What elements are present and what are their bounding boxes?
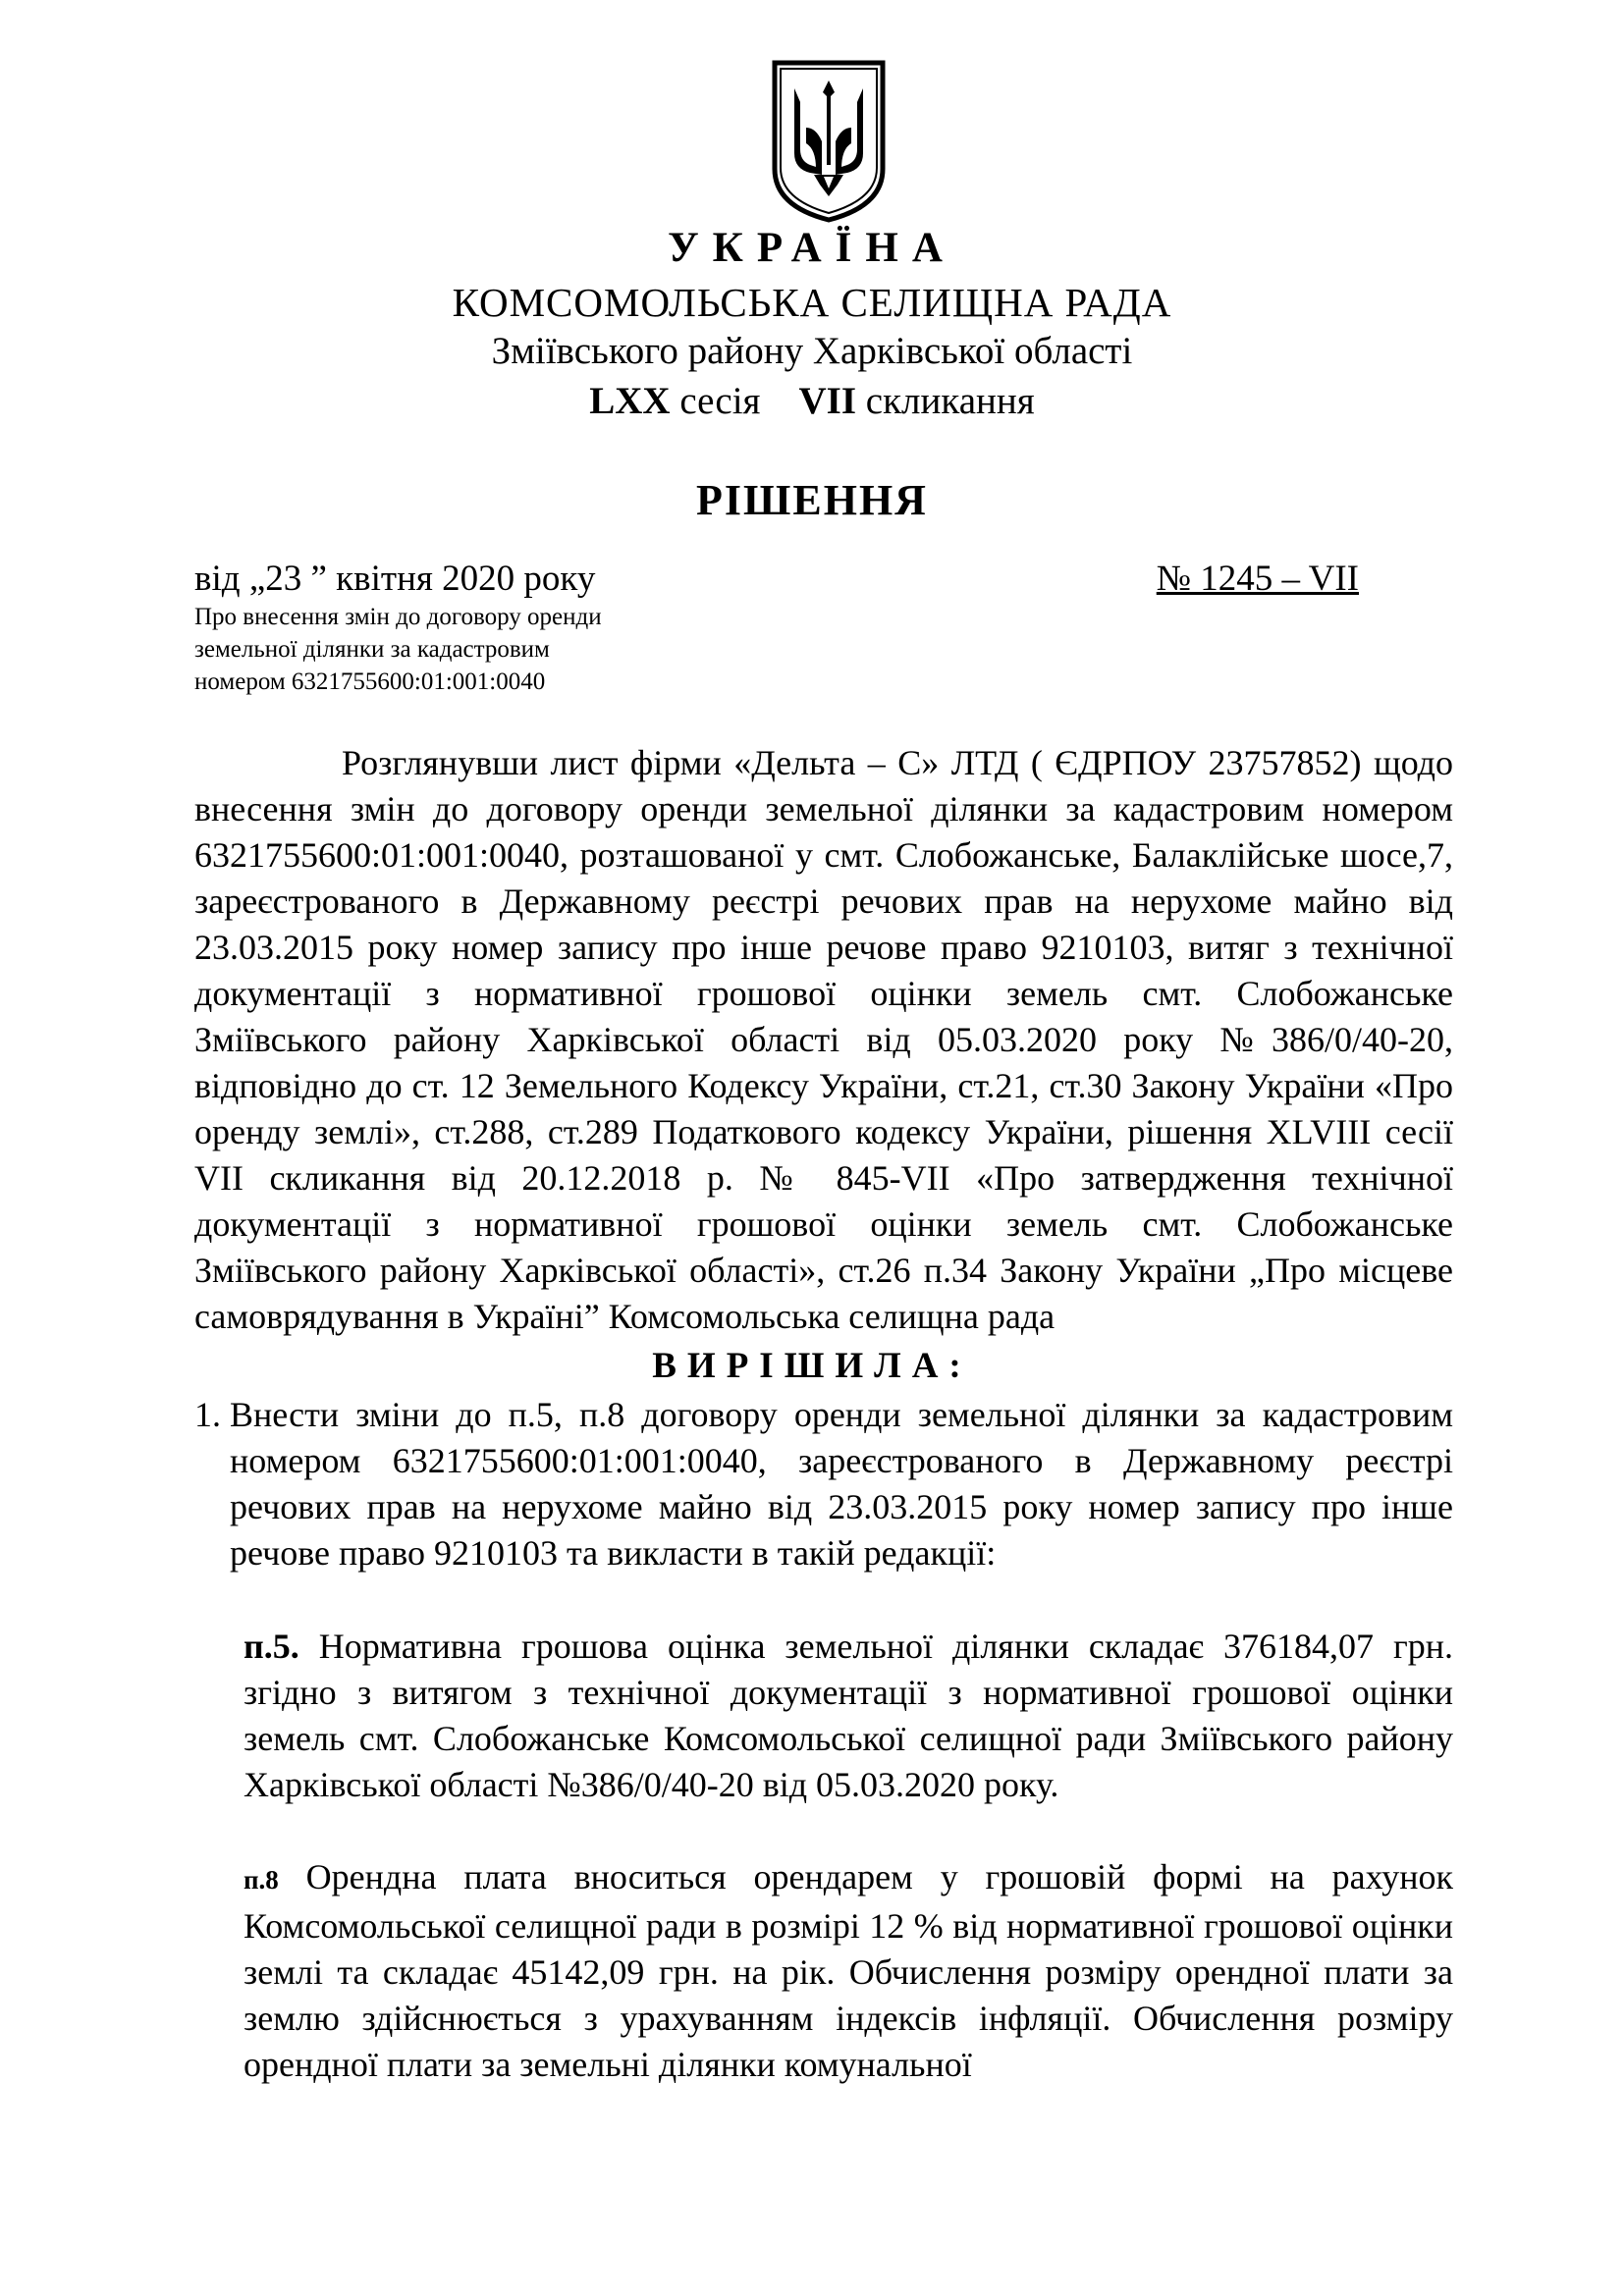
clause-p8-text: Орендна плата вноситься орендарем у грошовій формі на рахунок Комсомольської селищної ради в розмірі 12 % від нормативної грошової оцінки землі та складає 45142,09 грн. на рік. Обчислення розміру орендної плати за землю здійснюється з урахуванням індексів інфляції. Обчислення розміру орендної плати за земельні ділянки комунальної: [244, 1857, 1454, 2084]
council-title: КОМСОМОЛЬСЬКА СЕЛИЩНА РАДА: [452, 280, 1172, 325]
clause-p5-label: п.5.: [244, 1627, 299, 1666]
decision-subject: [194, 601, 602, 698]
clause-p5: [244, 1624, 1453, 1808]
trident-coat-of-arms-icon: [771, 59, 887, 224]
document-type-title: РІШЕННЯ: [696, 476, 928, 524]
clause-p5-text: Нормативна грошова оцінка земельної ділянки складає 376184,07 грн. згідно з витягом з технічної документації з нормативної грошової оцінки земель смт. Слобожанське Комсомольської селищної ради Зміївського району Харківської області №386/0/40-20 від 05.03.2020 року.: [244, 1627, 1453, 1804]
resolved-heading: ВИРІШИЛА:: [652, 1346, 972, 1386]
decision-number: № 1245 – VII: [1156, 559, 1359, 599]
session-number: LXX: [589, 380, 671, 422]
subject-line: номером 6321755600:01:001:0040: [194, 668, 546, 695]
convocation-number: VII: [798, 380, 857, 422]
country-title: УКРАЇНА: [668, 225, 956, 271]
subject-line: Про внесення змін до договору оренди: [194, 604, 602, 630]
session-word: сесія: [679, 380, 761, 422]
item-text: Внести зміни до п.5, п.8 договору оренди земельної ділянки за кадастровим номером 6321755600:01:001:0040, зареєстрованого в Державному реєстрі речових прав на нерухоме майно від 23.03.2015 року номер запису про інше речове право 9210103 та викласти в такій редакції:: [230, 1395, 1453, 1573]
district-title: Зміївського району Харківської області: [491, 330, 1133, 372]
clause-p8-label: п.8: [244, 1865, 279, 1895]
session-line: [0, 379, 1624, 423]
preamble-paragraph: Розглянувши лист фірми «Дельта – С» ЛТД ( ЄДРПОУ 23757852) щодо внесення змін до договору оренди земельної ділянки за кадастровим номером 6321755600:01:001:0040, розташованої у смт. Слобожанське, Балаклійське шосе,7, зареєстрованого в Державному реєстрі речових прав на нерухоме майно від 23.03.2015 року номер запису про інше речове право 9210103, витяг з технічної документації з нормативної грошової оцінки земель смт. Слобожанське Зміївського району Харківської області від 05.03.2020 року №386/0/40-20, відповідно до ст. 12 Земельного Кодексу України, ст.21, ст.30 Закону України «Про оренду землі», ст.288, ст.289 Податкового кодексу України, рішення XLVIII сесії VII скликання від 20.12.2018 р. № 845-VII «Про затвердження технічної документації з нормативної грошової оцінки земель смт. Слобожанське Зміївського району Харківської області», ст.26 п.34 Закону України „Про місцеве самоврядування в Україні” Комсомольська селищна рада: [194, 743, 1453, 1336]
subject-line: земельної ділянки за кадастровим: [194, 636, 550, 663]
convocation-word: скликання: [865, 380, 1035, 422]
clause-p8: [244, 1854, 1453, 2088]
item-number: 1.: [194, 1395, 221, 1434]
resolution-item-1: [194, 1392, 1453, 1576]
decision-date: від „23 ” квітня 2020 року: [194, 559, 596, 599]
